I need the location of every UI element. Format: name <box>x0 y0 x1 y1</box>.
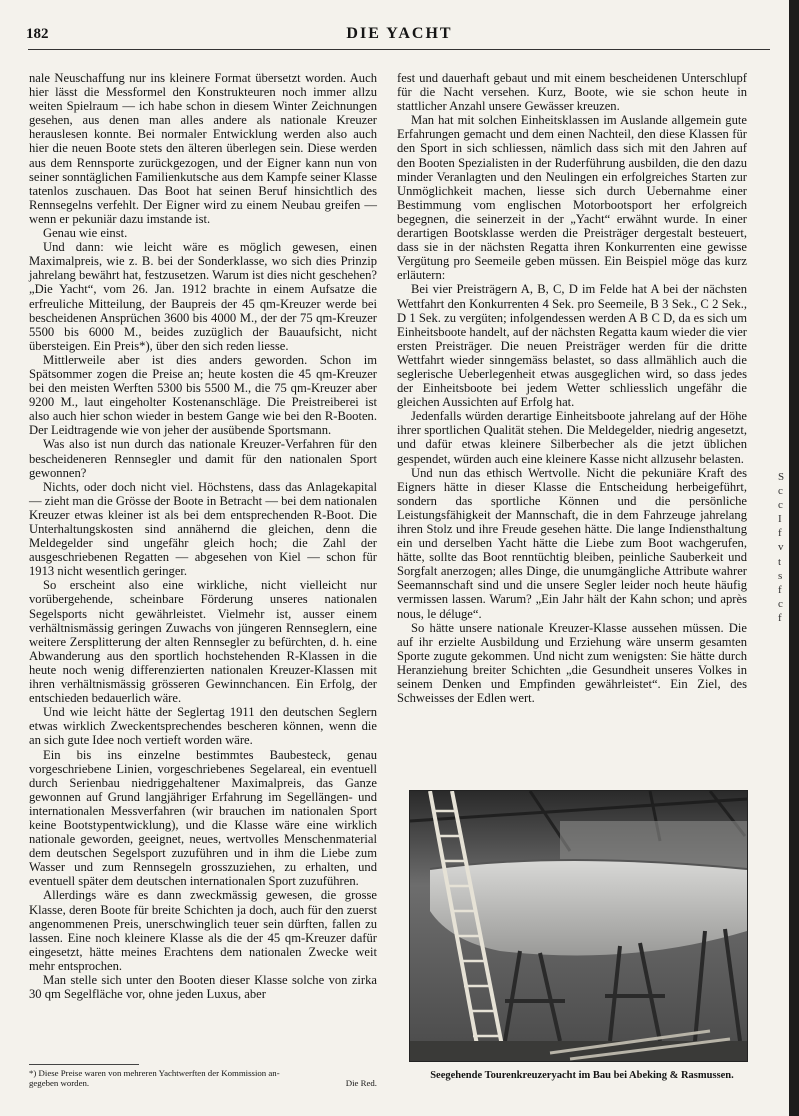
footnote-line: gegeben worden. <box>29 1078 90 1088</box>
left-column <box>29 71 377 1001</box>
fragment-char: c <box>778 485 783 498</box>
paragraph: fest und dauerhaft gebaut und mit einem bescheidenen Unterschlupf für die Nacht versehen. Kurz, Boote, wie sie schon heute in stattlicher Anzahl unsere Gewässer kreuzen. <box>397 71 747 114</box>
right-column <box>397 71 747 705</box>
paragraph: Jedenfalls würden derartige Einheitsboote jahrelang auf der Höhe ihrer sportlichen Qualität stehen. Die Meldegelder, niedrig angesetzt, und dafür etwas kleinere Silberbecher als die jetzt üblichen gespendet, würden auch eine kleinere Kasse nicht allzusehr belasten. <box>397 409 747 466</box>
paragraph: So erscheint also eine wirkliche, nicht vielleicht nur vorübergehende, scheinbare Förderung unseres nationalen Segelsports nicht gewährleistet. Vielmehr ist, ausser einem verhältnismässig geringen Zuwachs von jüngeren Rennseglern, eine weitere Zersplitterung der alten Rennsegler zu befürchten, d. h. eine Abwanderung aus den sportlich hochstehenden R-Klassen in die heute noch wenig differenzierten nationalen Kreuzer-Klassen mit ihren verhältnismässig grösseren Gewinnchancen. Ein Erfolg, der entschieden bedauerlich wäre. <box>29 578 377 706</box>
footnote-signature: Die Red. <box>345 1078 377 1088</box>
paragraph: Man hat mit solchen Einheitsklassen im Auslande allgemein gute Erfahrungen gemacht und dem einen Nachteil, den diese Klassen für den Sport in sich schliessen, nämlich dass sich mit den Jahren auf den Booten Spezialisten in der Ruderführung ausbilden, die den dazu minder Veranlagten und den Neulingen ein erfolgreiches Starten zur Unmöglichkeit machen, liesse sich durch Uebernahme einer Bestimmung vom englischen Motorbootsport her erfolgreich begegnen, die seinerzeit in der „Yacht“ erwähnt wurde. In einer derartigen Bootsklasse werden die Preisträger dergestalt besteuert, dass sie in der nächsten Regatta ihren Konkurrenten eine gewisse Vergütung pro Seemeile geben müssen. Ein Beispiel möge das kurz erläutern: <box>397 113 747 283</box>
fragment-char: t <box>778 555 782 568</box>
paragraph: Bei vier Preisträgern A, B, C, D im Felde hat A bei der nächsten Wettfahrt den Konkurrenten 4 Sek. pro Seemeile, B 3 Sek., C 2 Sek., D 1 Sek. zu vergüten; infolgendessen werden A B C D, da es sich um Einheitsboote handelt, auf der nächsten Regatta kaum wieder die vier ersten Preisträger. Die neuen Preisträger werden für die dritte Wettfahrt wieder sinngemäss belastet, so dass allmählich auch die seglerische Ueberlegenheit etwas ausgeglichen wird, so dass jedes der Einheitsboote bei jedem Wetter schliesslich ungefähr die gleichen Aussichten auf Erfolg hat. <box>397 282 747 410</box>
fragment-char: f <box>778 611 782 624</box>
paragraph: Genau wie einst. <box>43 226 128 241</box>
paragraph: nale Neuschaffung nur ins kleinere Format übersetzt worden. Auch hier lässt die Messformel den Konstrukteuren noch immer allzu weiten Spielraum — ich habe schon in diesem Winter Zeichnungen gesehen, aus denen man alles andere als nationale Kreuzer herauslesen konnte. Bei normaler Entwicklung werden also auch hier die neuen Boote stets den älteren überlegen sein. Diese werden aus dem Rennsporte zurückgezogen, und der Eigner kann nun von seiner sonntäglichen Familienkutsche aus dem Kampfe seiner Klasse tatenlos zuschauen. Das Boot hat seinen Beruf hinsichtlich des Rennsegelns verfehlt. Der Eigner wird zu einem Neubau greifen — wenn er pekuniär dazu imstande ist. <box>29 71 377 226</box>
fragment-char: s <box>778 569 783 582</box>
paragraph: Mittlerweile aber ist dies anders geworden. Schon im Spätsommer zogen die Preise an; heute kosten die 45 qm-Kreuzer bei den meisten Werften 5300 bis 5500 M., die 75 qm-Kreuzer aber 9200 M., laut eingeholter Kostenanschläge. Die Preistreiberei ist also auch hier schon wieder in bestem Gange wie bei den R-Booten. Der Leidtragende wie von jeher der ausübende Sportsmann. <box>29 352 377 438</box>
fragment-char: c <box>778 597 783 610</box>
yacht-photo-drawing <box>410 791 747 1061</box>
paragraph: Was also ist nun durch das nationale Kreuzer-Verfahren für den bescheideneren Rennsegler und damit für den nationalen Sport gewonnen? <box>29 437 377 480</box>
fragment-char: f <box>778 527 782 540</box>
figure-caption: Seegehende Tourenkreuzeryacht im Bau bei Abeking & Rasmussen. <box>430 1070 734 1081</box>
paragraph: Und dann: wie leicht wäre es möglich gewesen, einen Maximalpreis, wie z. B. bei der Sonderklasse, wo sich dies Prinzip jahrelang bewährt hat, festzusetzen. Warum ist dies nicht geschehen? „Die Yacht“, vom 26. Jan. 1912 brachte in einem Aufsatze die erfreuliche Mitteilung, der Baupreis der 45 qm-Kreuzer werde bei bescheidenen Ansprüchen 3600 bis 4000 M., der der 75 qm-Kreuzer 5500 bis 6000 M., beides zuzüglich der Bauaufsicht, nicht übersteigen. Ein Preis*), über den sich reden liesse. <box>29 240 377 353</box>
paragraph: Ein bis ins einzelne bestimmtes Baubesteck, genau vorgeschriebene Linien, vorgeschriebenes Segelareal, ein eventuell durch Serienbau niedriggehaltener Maximalpreis, das Ganze gewonnen auf Grund langjähriger Erfahrung im Segellängen- und internationalen Messverfahren (wir brauchen im nationalen Sport keine Bootstypentwicklung), und die Klasse wäre eine wirklich nationale geworden, geeignet, neues, wertvolles Menschenmaterial dem deutschen Segelsport zuzuführen und in ihm die Liebe zum Wasser und zum Rennsegeln grosszuziehen, zu erhalten, und eventuell später dem deutschen internationalen Sport zuzuführen. <box>29 747 377 889</box>
yacht-photo <box>409 790 748 1062</box>
fragment-char: I <box>778 513 782 526</box>
page-edge-shadow <box>789 0 799 1116</box>
footnote-rule <box>29 1064 139 1065</box>
fragment-char: c <box>778 499 783 512</box>
paragraph: Allerdings wäre es dann zweckmässig gewesen, die grosse Klasse, deren Boote für breite Schichten ja doch, auch für den zuerst angenommenen Preis, unerschwinglich teuer sein dürften, fallen zu lassen. Eine noch kleinere Klasse als die der 45 qm-Kreuzer dafür eingesetzt, hätte meines Erachtens dem nationalen Zwecke weit mehr entsprochen. <box>29 888 377 973</box>
fragment-char: S <box>778 471 785 483</box>
footnote <box>29 1068 377 1088</box>
fragment-char: v <box>778 541 784 554</box>
paragraph: Nichts, oder doch nicht viel. Höchstens, dass das Anlagekapital — zieht man die Grösse der Boote in Betracht — bei dem nationalen Kreuzer etwas kleiner ist als bei dem entsprechenden R-Boot. Die Unterhaltungskosten sind annähernd die gleichen, denn die Meldegelder sind ungefähr gleich hoch; die Zahl der ausgeschriebenen Regatten — abgesehen von Kiel — schon für 1913 nicht wesentlich geringer. <box>29 479 377 579</box>
paragraph: Man stelle sich unter den Booten dieser Klasse solche von zirka 30 qm Segelfläche vor, ohne jeden Luxus, aber <box>29 973 377 1002</box>
fragment-char: f <box>778 583 782 596</box>
paragraph: Und wie leicht hätte der Seglertag 1911 den deutschen Seglern etwas wirklich Zweckentsprechendes bescheren können, wenn die an sich gute Idee noch vertieft worden wäre. <box>29 705 377 748</box>
page-number: 182 <box>26 26 49 42</box>
paragraph: So hätte unsere nationale Kreuzer-Klasse aussehen müssen. Die auf ihr erzielte Ausbildung und Erziehung wäre unserm gesamten Sporte zugute gekommen. Und nicht zum wenigsten: Sie hätte durch Heranziehung breiter Schichten „die Gesundheit unseres Volkes in seinem Denken und Empfinden gewährleistet“. Ein Ziel, des Schweisses der Edlen wert. <box>397 620 747 706</box>
footnote-line: *) Diese Preise waren von mehreren Yachtwerften der Kommission an- <box>29 1068 280 1078</box>
header-rule <box>28 49 770 50</box>
running-title: DIE YACHT <box>346 25 453 42</box>
paragraph: Und nun das ethisch Wertvolle. Nicht die pekuniäre Kraft des Eigners hätte in dieser Klasse die Entscheidung herbeigeführt, sondern das sportliche Können und die persönliche Leistungsfähigkeit der Mannschaft, die in dem Fahrzeuge jahrelang ihren Stolz und ihre Freude gesehen hätte. Die lange Indiensthaltung ein und derselben Yacht hätte die Liebe zum Boot wachgerufen, hätte, sollte das Boot renntüchtig bleiben, peinliche Sauberkeit und Sorgfalt anerzogen; alles Dinge, die unumgängliche Attribute wahrer Seemannschaft sind und die unsere Segler leider noch heute häufig vermissen lassen. Warum? „Ein Jahr hält der Kahn schon; und après nous, le déluge“. <box>397 465 747 621</box>
